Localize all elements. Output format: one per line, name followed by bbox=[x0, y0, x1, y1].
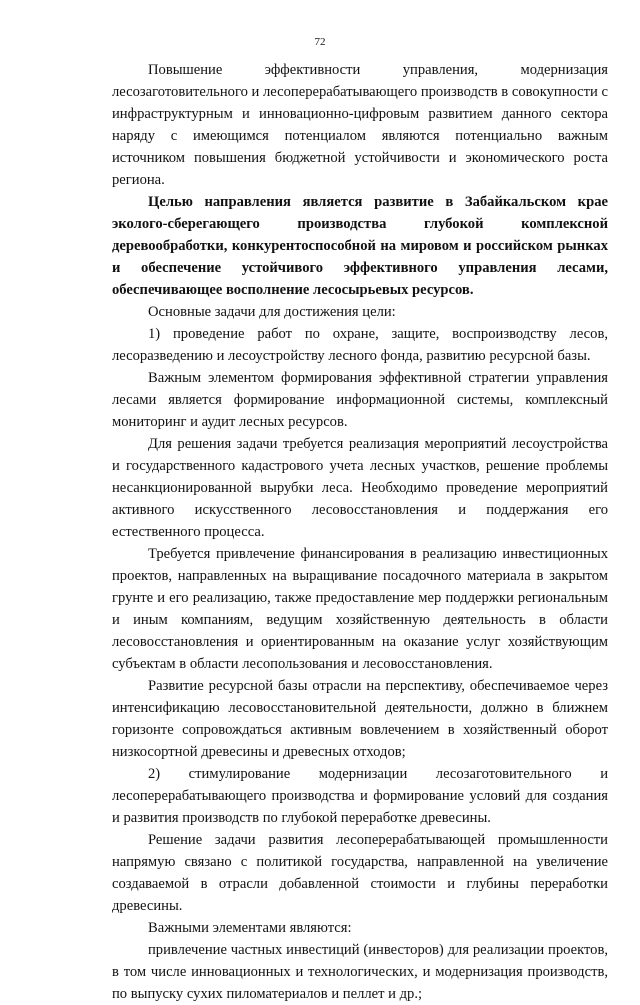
document-body bbox=[112, 59, 608, 1005]
paragraph-information-system: Важным элементом формирования эффективной стратегии управления лесами является формирование информационной системы, комплексный мониторинг и аудит лесных ресурсов. bbox=[112, 370, 608, 430]
paragraph-private-investment: привлечение частных инвестиций (инвесторов) для реализации проектов, в том числе инновационных и технологических, и модернизация производств, по выпуску сухих пиломатериалов и пеллет и др.; bbox=[112, 942, 608, 1002]
paragraph-resource-base: Развитие ресурсной базы отрасли на перспективу, обеспечиваемое через интенсификацию лесовосстановительной деятельности, должно в ближнем горизонте сопровождаться активным вовлечением в хозяйственный оборот низкосортной древесины и древесных отходов; bbox=[112, 678, 608, 760]
paragraph-efficiency: Повышение эффективности управления, модернизация лесозаготовительного и лесоперерабатывающего производств в совокупности с инфраструктурным и инновационно-цифровым развитием данного сектора наряду с имеющимся потенциалом являются потенциально важным источником повышения бюджетной устойчивости и экономического роста региона. bbox=[112, 62, 608, 188]
goal-text: Целью направления является развитие в Забайкальском крае эколого-сберегающего производства глубокой комплексной деревообработки, конкурентоспособной на мировом и российском рынках и обеспечение устойчивого эффективного управления лесами, обеспечивающее восполнение лесосырьевых ресурсов. bbox=[112, 194, 608, 298]
paragraph-tasks-heading: Основные задачи для достижения цели: bbox=[148, 304, 396, 320]
paragraph-task-1: 1) проведение работ по охране, защите, воспроизводству лесов, лесоразведению и лесоустройству лесного фонда, развитию ресурсной базы. bbox=[112, 326, 608, 364]
paragraph-key-elements-heading: Важными элементами являются: bbox=[148, 920, 352, 936]
paragraph-goal bbox=[112, 191, 608, 301]
paragraph-processing-industry: Решение задачи развития лесоперерабатывающей промышленности напрямую связано с политикой государства, направленной на увеличение создаваемой в отрасли добавленной стоимости и глубины переработки древесины. bbox=[112, 832, 608, 914]
paragraph-financing: Требуется привлечение финансирования в реализацию инвестиционных проектов, направленных на выращивание посадочного материала в закрытом грунте и его реализацию, также предоставление мер поддержки региональным и иным компаниям, ведущим хозяйственную деятельность в области лесовосстановления и ориентированным на оказание услуг хозяйствующим субъектам в области лесопользования и лесовосстановления. bbox=[112, 546, 608, 672]
paragraph-task-2: 2) стимулирование модернизации лесозаготовительного и лесоперерабатывающего производства и формирование условий для создания и развития производств по глубокой переработке древесины. bbox=[112, 766, 608, 826]
paragraph-forest-management: Для решения задачи требуется реализация мероприятий лесоустройства и государственного кадастрового учета лесных участков, решение проблемы несанкционированной вырубки леса. Необходимо проведение мероприятий активного искусственного лесовосстановления и поддержания его естественного процесса. bbox=[112, 436, 608, 540]
page-number: 72 bbox=[314, 36, 326, 48]
